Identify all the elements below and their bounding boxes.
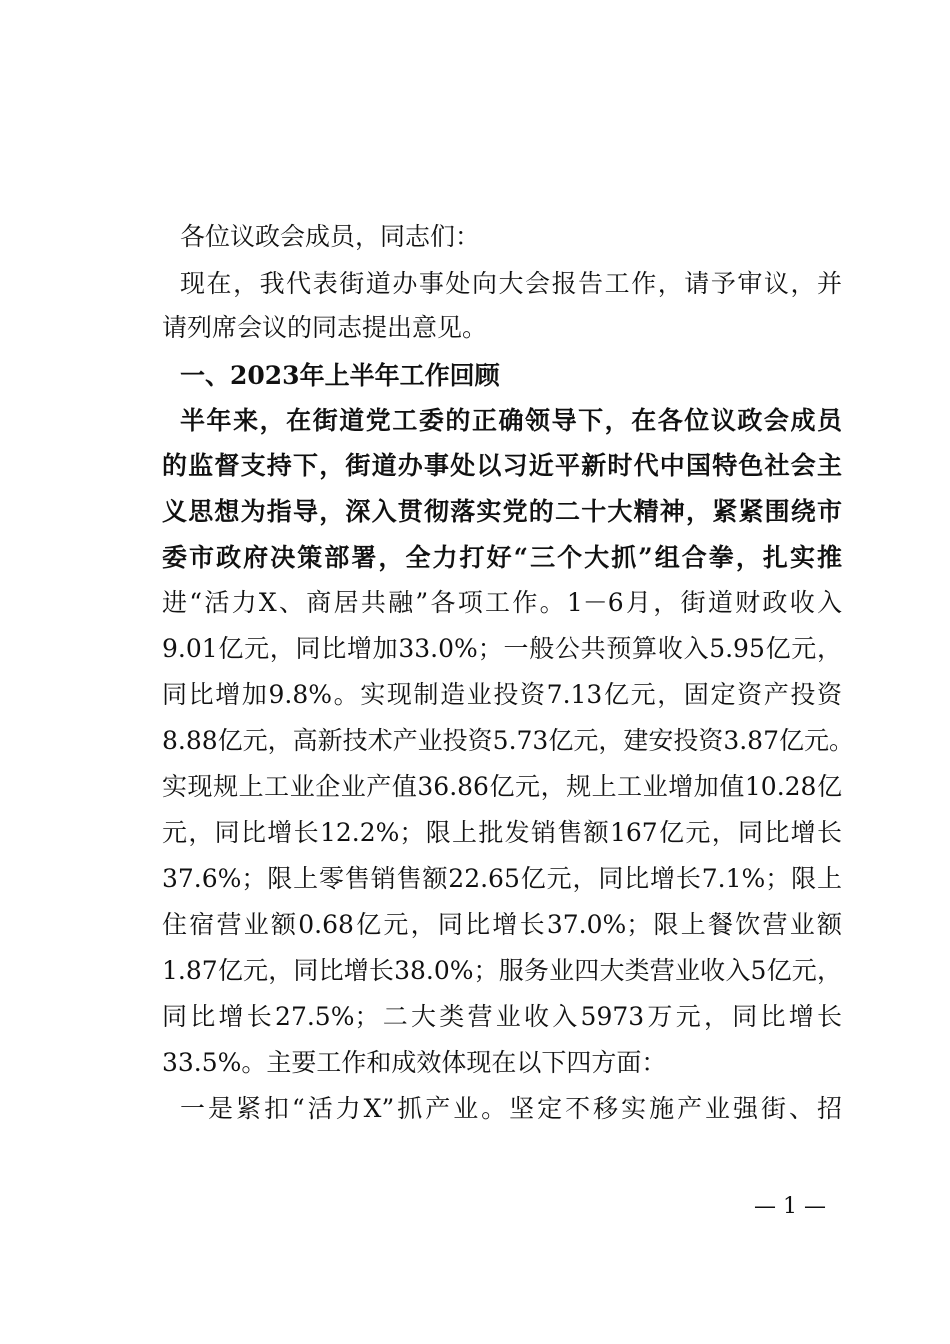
page-number: — 1 — [754,1194,826,1219]
salutation: 各位议政会成员，同志们： [180,222,481,251]
body-line: 元，同比增长12.2%；限上批发销售额167亿元，同比增长 [162,818,842,847]
intro-line: 现在，我代表街道办事处向大会报告工作，请予审议，并 [180,269,842,298]
body-line: 37.6%；限上零售销售额22.65亿元，同比增长7.1%；限上 [162,864,842,893]
section-heading: 一、2023年上半年工作回顾 [180,361,500,390]
body-line: 33.5%。主要工作和成效体现在以下四方面： [162,1048,667,1077]
body-line: 同比增加9.8%。实现制造业投资7.13亿元，固定资产投资 [162,680,842,709]
body-line: 1.87亿元，同比增长38.0%；服务业四大类营业收入5亿元， [162,956,842,985]
body-line: 委市政府决策部署，全力打好“三个大抓”组合拳，扎实推 [162,543,842,572]
body-line: 住宿营业额0.68亿元，同比增长37.0%；限上餐饮营业额 [162,910,842,939]
body-line: 半年来，在街道党工委的正确领导下，在各位议政会成员 [180,406,842,435]
body-line: 9.01亿元，同比增加33.0%；一般公共预算收入5.95亿元， [162,634,842,663]
body-line: 同比增长27.5%；二大类营业收入5973万元，同比增长 [162,1002,842,1031]
body-line: 的监督支持下，街道办事处以习近平新时代中国特色社会主 [162,451,842,480]
body-line: 8.88亿元，高新技术产业投资5.73亿元，建安投资3.87亿元。 [162,726,854,755]
intro-line: 请列席会议的同志提出意见。 [162,313,488,342]
body-line: 进“活力X、商居共融”各项工作。1－6月，街道财政收入 [162,588,842,617]
body-line: 义思想为指导，深入贯彻落实党的二十大精神，紧紧围绕市 [162,497,842,526]
body-line: 实现规上工业企业产值36.86亿元，规上工业增加值10.28亿 [162,772,842,801]
body-line: 一是紧扣“活力X”抓产业。坚定不移实施产业强街、招 [180,1094,842,1123]
